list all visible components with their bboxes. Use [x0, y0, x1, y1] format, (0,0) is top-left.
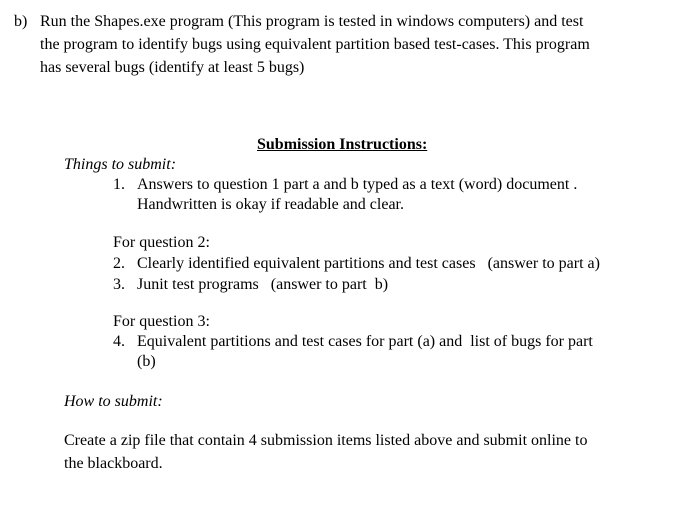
- how-to-submit-label: How to submit:: [64, 393, 163, 410]
- part-b-line: Run the Shapes.exe program (This program is tested in windows computers) and test: [40, 13, 584, 30]
- list-number: 1.: [113, 176, 125, 193]
- list-item: Junit test programs (answer to part b): [137, 276, 389, 293]
- list-item: Handwritten is okay if readable and clear.: [137, 196, 404, 213]
- part-b-line: has several bugs (identify at least 5 bugs): [40, 59, 305, 76]
- question-3-label: For question 3:: [113, 313, 210, 330]
- question-2-label: For question 2:: [113, 234, 210, 251]
- part-b-line: the program to identify bugs using equivalent partition based test-cases. This program: [40, 36, 590, 53]
- things-to-submit-label: Things to submit:: [64, 156, 177, 173]
- list-item: (b): [137, 353, 156, 370]
- list-item: Clearly identified equivalent partitions and test cases (answer to part a): [137, 255, 600, 272]
- list-number: 2.: [113, 255, 125, 272]
- list-item: Equivalent partitions and test cases for part (a) and list of bugs for part: [137, 333, 593, 350]
- part-b-marker: b): [14, 13, 28, 30]
- list-number: 4.: [113, 333, 125, 350]
- how-to-submit-text: the blackboard.: [64, 455, 163, 472]
- section-title: Submission Instructions:: [257, 136, 428, 153]
- how-to-submit-text: Create a zip file that contain 4 submission items listed above and submit online to: [64, 432, 588, 449]
- list-number: 3.: [113, 276, 125, 293]
- list-item: Answers to question 1 part a and b typed as a text (word) document .: [137, 176, 578, 193]
